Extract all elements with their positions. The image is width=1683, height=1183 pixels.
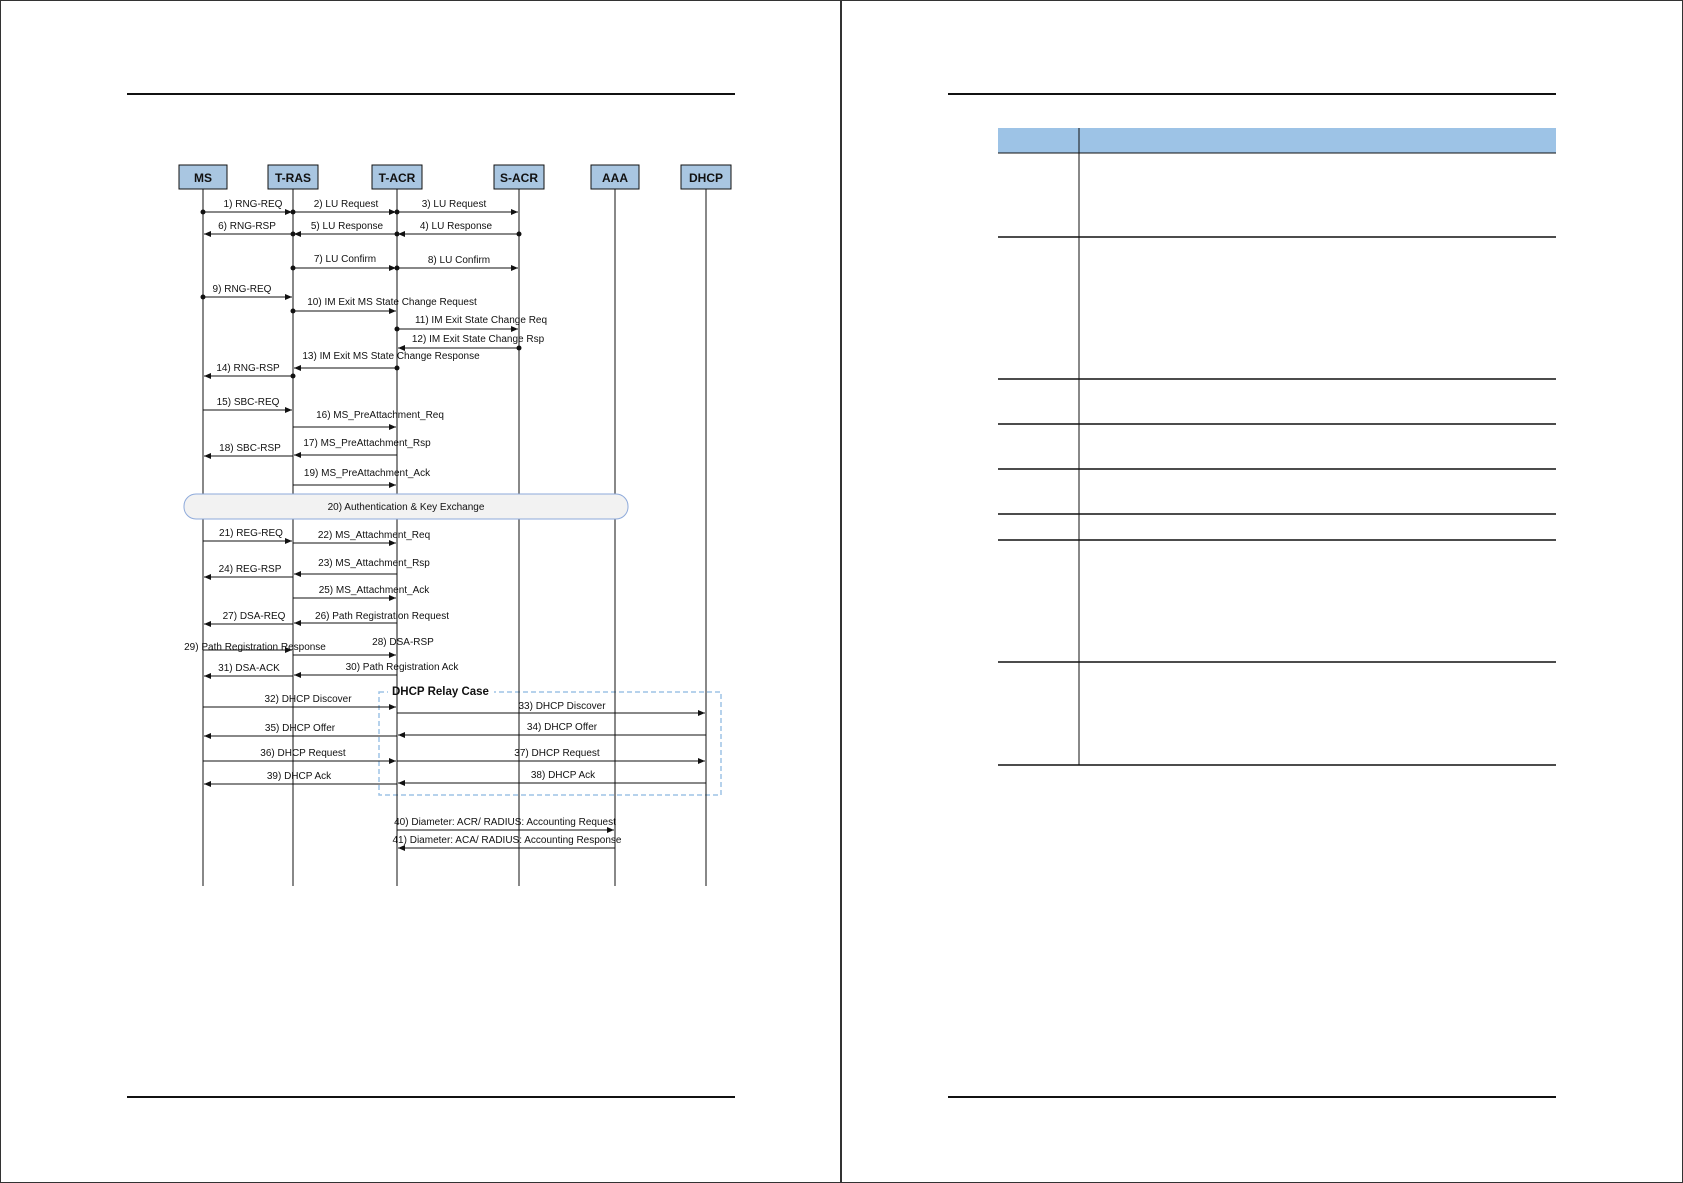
message-label: 31) DSA-ACK (218, 663, 280, 674)
message-31 (203, 694, 396, 707)
message-label: 19) MS_PreAttachment_Ack (303, 468, 431, 479)
message-5 (294, 221, 400, 237)
message-label: 22) MS_Attachment_Req (317, 530, 431, 541)
table-header-row (998, 128, 1556, 153)
message-26 (204, 611, 293, 624)
message-label: 24) REG-RSP (218, 564, 282, 575)
message-origin-dot (291, 210, 296, 215)
entity-label-aaa: AAA (602, 171, 628, 185)
message-origin-dot (395, 232, 400, 237)
message-28 (184, 642, 396, 655)
message-15 (203, 397, 292, 410)
message-label: 25) MS_Attachment_Ack (318, 585, 430, 596)
message-40 (393, 835, 622, 848)
messages (184, 199, 706, 848)
message-9 (201, 284, 293, 300)
message-label: 32) DHCP Discover (264, 694, 352, 705)
message-origin-dot (395, 266, 400, 271)
message-origin-dot (517, 232, 522, 237)
message-label: 37) DHCP Request (514, 748, 600, 759)
message-23 (204, 564, 293, 577)
message-label: 11) IM Exit State Change Req (414, 315, 548, 326)
message-32 (397, 701, 705, 713)
message-7 (291, 254, 397, 271)
message-label: 34) DHCP Offer (526, 722, 598, 733)
message-label: 26) Path Registration Request (315, 611, 449, 622)
message-24 (293, 585, 430, 598)
message-2 (291, 199, 397, 215)
message-origin-dot (201, 210, 206, 215)
message-label: 36) DHCP Request (260, 748, 346, 759)
message-18 (204, 443, 293, 456)
message-label: 18) SBC-RSP (219, 443, 281, 454)
message-36 (397, 748, 705, 761)
message-label: 39) DHCP Ack (266, 771, 332, 782)
message-origin-dot (395, 210, 400, 215)
message-label: 4) LU Response (419, 221, 493, 232)
message-20 (203, 528, 292, 541)
message-3 (395, 199, 519, 215)
message-22 (294, 558, 430, 574)
message-label: 40) Diameter: ACR/ RADIUS: Accounting Request (394, 817, 616, 828)
message-label: 7) LU Confirm (313, 254, 377, 265)
message-30 (204, 663, 293, 676)
message-label: 14) RNG-RSP (216, 363, 280, 374)
message-origin-dot (201, 295, 206, 300)
message-label: 13) IM Exit MS State Change Response (302, 351, 480, 362)
message-21 (293, 530, 430, 543)
message-origin-dot (395, 327, 400, 332)
message-label: 15) SBC-REQ (216, 397, 280, 408)
message-10 (291, 297, 477, 314)
entity-label-ms: MS (194, 171, 212, 185)
message-label: 38) DHCP Ack (530, 770, 596, 781)
message-38 (204, 771, 397, 784)
message-origin-dot (291, 374, 296, 379)
message-label: 16) MS_PreAttachment_Req (316, 410, 444, 421)
entity-label-dhcp: DHCP (688, 171, 724, 185)
entity-label-t-acr: T-ACR (378, 171, 416, 185)
message-33 (398, 722, 706, 735)
message-label: 23) MS_Attachment_Rsp (318, 558, 430, 569)
entity-label-s-acr: S-ACR (500, 171, 538, 185)
message-origin-dot (517, 346, 522, 351)
message-1 (201, 199, 293, 215)
message-origin-dot (291, 266, 296, 271)
message-origin-dot (291, 232, 296, 237)
dhcp-relay-label: DHCP Relay Case (392, 686, 489, 698)
message-11 (395, 315, 548, 332)
message-label: 29) Path Registration Response (184, 642, 326, 653)
message-39 (394, 817, 616, 830)
entity-label-t-ras: T-RAS (275, 171, 311, 185)
message-origin-dot (395, 366, 400, 371)
message-label: 1) RNG-REQ (223, 199, 283, 210)
message-label: 27) DSA-REQ (222, 611, 286, 622)
message-35 (203, 748, 396, 761)
message-13 (294, 351, 480, 371)
message-label: 6) RNG-RSP (218, 221, 276, 232)
message-label: 33) DHCP Discover (518, 701, 606, 712)
message-17 (294, 438, 431, 455)
definition-table (998, 128, 1556, 765)
entities (179, 165, 731, 886)
message-6 (204, 221, 296, 237)
message-label: 28) DSA-RSP (372, 637, 434, 648)
message-label: 8) LU Confirm (427, 255, 491, 266)
message-4 (398, 221, 522, 237)
message-origin-dot (291, 309, 296, 314)
message-label: 5) LU Response (310, 221, 384, 232)
message-label: 21) REG-REQ (219, 528, 283, 539)
message-label: 30) Path Registration Ack (345, 662, 459, 673)
message-25 (294, 611, 449, 623)
message-label: 12) IM Exit State Change Rsp (411, 334, 545, 345)
message-29 (294, 662, 459, 675)
auth-exchange-label: 20) Authentication & Key Exchange (327, 502, 485, 513)
message-14 (204, 363, 296, 379)
message-19 (293, 468, 431, 485)
message-label: 10) IM Exit MS State Change Request (307, 297, 477, 308)
message-label: 3) LU Request (421, 199, 487, 210)
message-34 (204, 723, 397, 736)
message-label: 17) MS_PreAttachment_Rsp (303, 438, 431, 449)
message-label: 9) RNG-REQ (212, 284, 272, 295)
message-label: 2) LU Request (313, 199, 379, 210)
message-label: 41) Diameter: ACA/ RADIUS: Accounting Response (392, 835, 622, 846)
message-label: 35) DHCP Offer (264, 723, 336, 734)
message-37 (398, 770, 706, 783)
message-12 (398, 334, 545, 351)
message-16 (293, 410, 444, 427)
message-8 (395, 255, 519, 271)
